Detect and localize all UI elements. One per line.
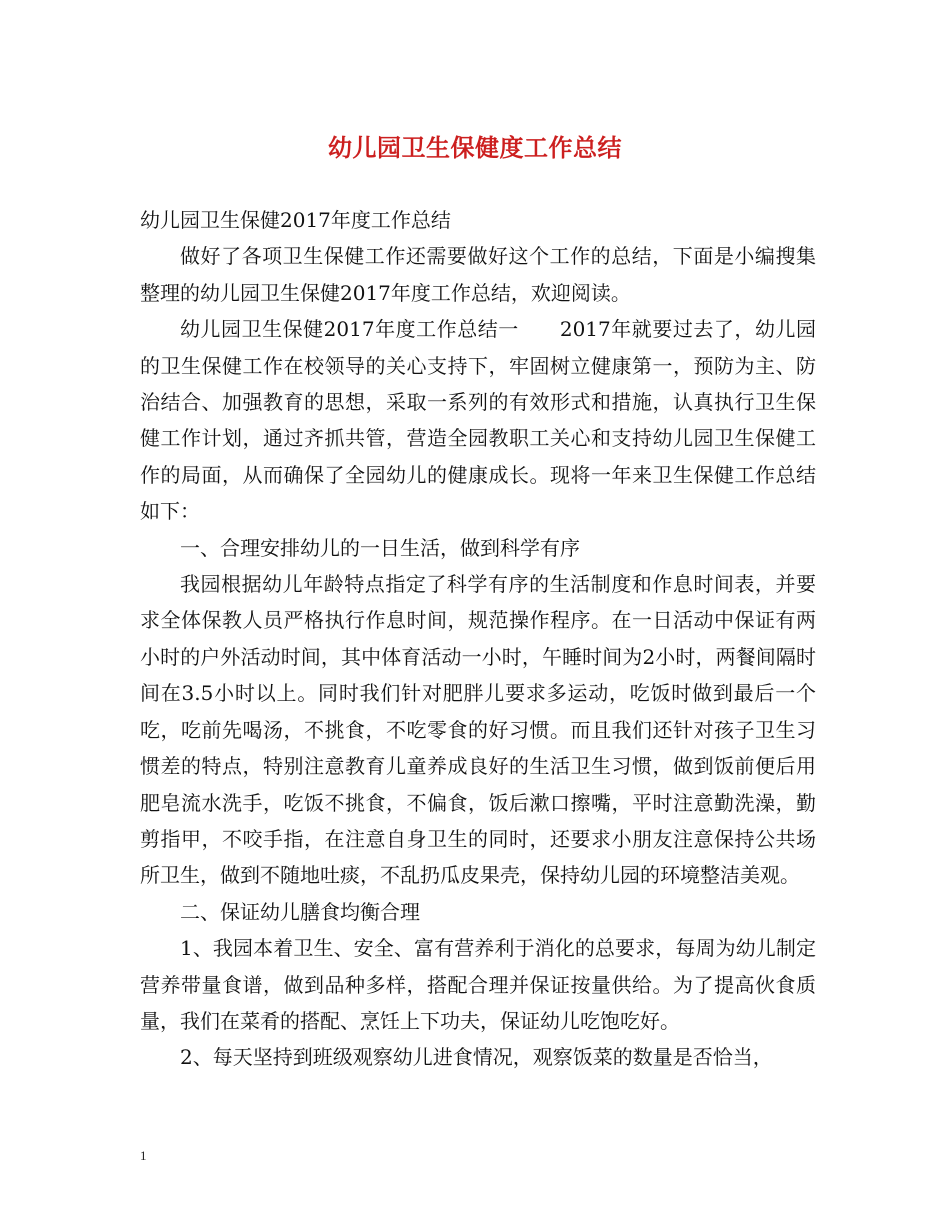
paragraph-subtitle: 幼儿园卫生保健2017年度工作总结 bbox=[140, 208, 451, 232]
paragraph-intro: 做好了各项卫生保健工作还需要做好这个工作的总结，下面是小编搜集整理的幼儿园卫生保健2017年度工作总结，欢迎阅读。 bbox=[140, 244, 816, 305]
paragraph-daily-life: 我园根据幼儿年龄特点指定了科学有序的生活制度和作息时间表，并要求全体保教人员严格执行作息时间，规范操作程序。在一日活动中保证有两小时的户外活动时间，其中体育活动一小时，午睡时间为2小时，两餐间隔时间在3.5小时以上。同时我们针对肥胖儿要求多运动，吃饭时做到最后一个吃，吃前先喝汤，不挑食，不吃零食的好习惯。而且我们还针对孩子卫生习惯差的特点，特别注意教育儿童养成良好的生活卫生习惯，做到饭前便后用肥皂流水洗手，吃饭不挑食，不偏食，饭后漱口擦嘴，平时注意勤洗澡，勤剪指甲，不咬手指，在注意自身卫生的同时，还要求小朋友注意保持公共场所卫生，做到不随地吐痰，不乱扔瓜皮果壳，保持幼儿园的环境整洁美观。 bbox=[140, 572, 816, 888]
document-body bbox=[140, 202, 816, 1076]
paragraph-summary-one: 幼儿园卫生保健2017年度工作总结一 2017年就要过去了，幼儿园的卫生保健工作在校领导的关心支持下，牢固树立健康第一，预防为主、防治结合、加强教育的思想，采取一系列的有效形式和措施，认真执行卫生保健工作计划，通过齐抓共管，营造全园教职工关心和支持幼儿园卫生保健工作的局面，从而确保了全园幼儿的健康成长。现将一年来卫生保健工作总结如下： bbox=[140, 317, 816, 524]
paragraph-diet-one: 1、我园本着卫生、安全、富有营养利于消化的总要求，每周为幼儿制定营养带量食谱，做到品种多样，搭配合理并保证按量供给。为了提高伙食质量，我们在菜肴的搭配、烹饪上下功夫，保证幼儿吃饱吃好。 bbox=[140, 936, 816, 1033]
page-number: 1 bbox=[140, 1148, 147, 1163]
paragraph-diet-two: 2、每天坚持到班级观察幼儿进食情况，观察饭菜的数量是否恰当， bbox=[180, 1045, 773, 1070]
section-heading-two: 二、保证幼儿膳食均衡合理 bbox=[180, 899, 420, 924]
document-title: 幼儿园卫生保健度工作总结 bbox=[328, 133, 622, 162]
section-heading-one: 一、合理安排幼儿的一日生活，做到科学有序 bbox=[180, 535, 580, 560]
